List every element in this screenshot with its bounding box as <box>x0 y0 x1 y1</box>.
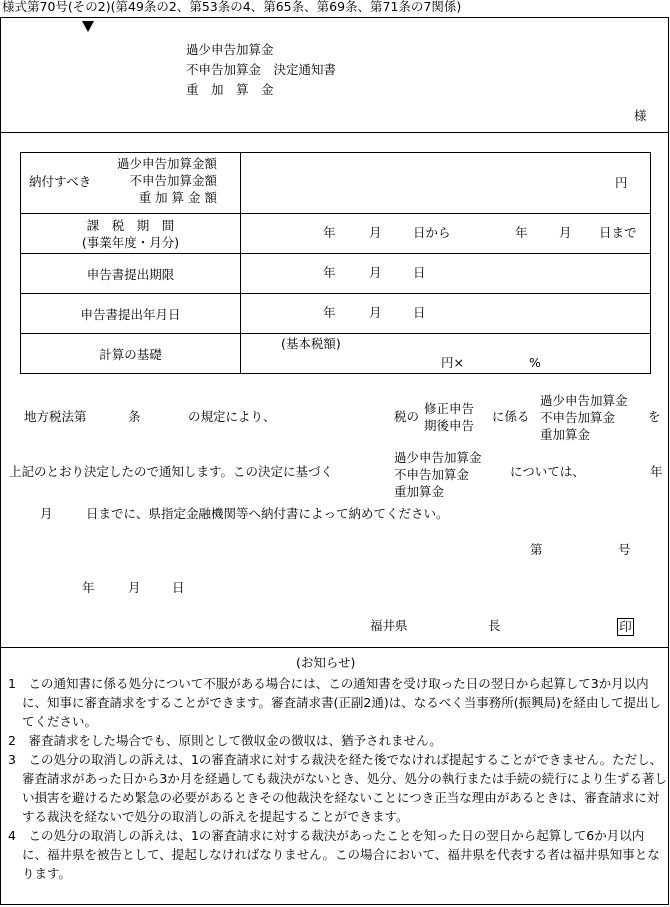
doc-number-dai: 第 <box>530 542 543 557</box>
period-day-to: 日まで <box>599 225 637 240</box>
deadline-day: 日 <box>413 265 426 280</box>
deadline-month: 月 <box>369 265 382 280</box>
issue-month: 月 <box>128 580 141 595</box>
amount-prefix: 納付すべき <box>29 174 92 189</box>
basis-label: 計算の基礎 <box>21 334 241 374</box>
title-line-1: 過少申告加算金 <box>186 42 274 57</box>
amount-item-3: 重 加 算 金 額 <box>138 190 218 205</box>
filed-year: 年 <box>323 305 336 320</box>
amount-unit: 円 <box>615 175 628 190</box>
filed-month: 月 <box>369 305 382 320</box>
notice-list <box>8 674 668 883</box>
object-particle: を <box>648 409 661 424</box>
notice-item-3: 3 この処分の取消しの訴えは、1の審査請求に対する裁決を経た後でなければ提起することができません。ただし、審査請求があった日から3か月を経過しても裁決がないとき、処分、処分の執行または手続の続行により生ずる著しい損害を避けるため緊急の必要があるときその他裁決を経ないことにつき正当な理由があるときは、審査請求に対する裁決を経ないで処分の取消しの訴えを提起することができます。 <box>8 752 667 824</box>
amount-item-1: 過少申告加算金額 <box>117 156 218 171</box>
decision-text: 上記のとおり決定したので通知します。この決定に基づく <box>9 464 334 479</box>
kind-3: 重加算金 <box>540 427 591 442</box>
table-row-filed-date <box>21 294 651 334</box>
pay-instruction: 日までに、県指定金融機関等へ納付書によって納めてください。 <box>86 506 449 521</box>
period-day-from: 日から <box>413 225 451 240</box>
kind-repeat-1: 過少申告加算金 <box>394 450 482 465</box>
period-month-from: 月 <box>369 225 382 240</box>
form-header: 様式第70号(その2)(第49条の2、第53条の4、第65条、第69条、第71条の7関係) <box>2 0 462 14</box>
period-year-to: 年 <box>515 225 528 240</box>
table-row-deadline <box>21 254 651 294</box>
basic-tax-label: (基本税額) <box>281 336 341 351</box>
addressee-suffix: 様 <box>634 108 647 123</box>
period-month-to: 月 <box>559 225 572 240</box>
deadline-label: 申告書提出期限 <box>21 254 241 294</box>
filed-date-label: 申告書提出年月日 <box>21 294 241 334</box>
issue-year: 年 <box>82 580 95 595</box>
kind-2: 不申告加算金 <box>540 410 616 425</box>
filed-day: 日 <box>413 305 426 320</box>
late-declaration: 期後申告 <box>424 418 475 433</box>
deadline-year: 年 <box>323 265 336 280</box>
notice-item-2: 2 審査請求をした場合でも、原則として徴収金の徴収は、猶予されません。 <box>8 733 442 748</box>
regarding-text: については、 <box>510 464 585 479</box>
tax-of: 税の <box>394 409 420 424</box>
seal-mark: 印 <box>617 618 634 636</box>
divider-bottom <box>0 647 669 648</box>
table-row-basis <box>21 334 651 374</box>
kind-repeat-3: 重加算金 <box>394 484 445 499</box>
correction-declaration: 修正申告 <box>424 401 475 416</box>
amount-item-2: 不申告加算金額 <box>129 173 218 188</box>
basis-yen-times: 円× <box>441 355 464 370</box>
notice-heading: (お知らせ) <box>296 655 356 670</box>
title-line-3: 重 加 算 金 <box>186 82 274 97</box>
issuer-pref: 福井県 <box>370 618 408 633</box>
table-row-amount <box>21 153 651 214</box>
notice-item-1: 1 この通知書に係る処分について不服がある場合には、この通知書を受け取った日の翌日から起算して3か月以内に、知事に審査請求をすることができます。審査請求書(正副2通)は、なるべく当事務所(振興局)を経由して提出してください。 <box>8 676 661 729</box>
issuer-head: 長 <box>488 618 501 633</box>
doc-number-go: 号 <box>618 542 631 557</box>
issue-day: 日 <box>172 580 185 595</box>
down-triangle-icon <box>82 21 94 32</box>
law-prefix: 地方税法第 <box>24 409 87 424</box>
pay-month: 月 <box>40 506 53 521</box>
pay-year: 年 <box>650 464 663 479</box>
divider-top <box>0 132 669 133</box>
basis-percent: % <box>529 355 541 370</box>
law-jo: 条 <box>128 409 141 424</box>
related-to: に係る <box>492 409 530 424</box>
table-row-period <box>21 214 651 254</box>
law-provision: の規定により、 <box>188 409 276 424</box>
period-year-from: 年 <box>323 225 336 240</box>
period-label: 課 税 期 間 <box>86 217 175 233</box>
kind-1: 過少申告加算金 <box>540 393 628 408</box>
info-table <box>20 152 651 374</box>
kind-repeat-2: 不申告加算金 <box>394 467 470 482</box>
title-line-2: 不申告加算金 決定通知書 <box>186 62 337 77</box>
notice-item-4: 4 この処分の取消しの訴えは、1の審査請求に対する裁決があったことを知った日の翌日から起算して6か月以内に、福井県を被告として、提起しなければなりません。この場合において、福井県を代表する者は福井県知事となります。 <box>8 828 660 881</box>
period-sub-label: (事業年度・月分) <box>81 234 180 250</box>
